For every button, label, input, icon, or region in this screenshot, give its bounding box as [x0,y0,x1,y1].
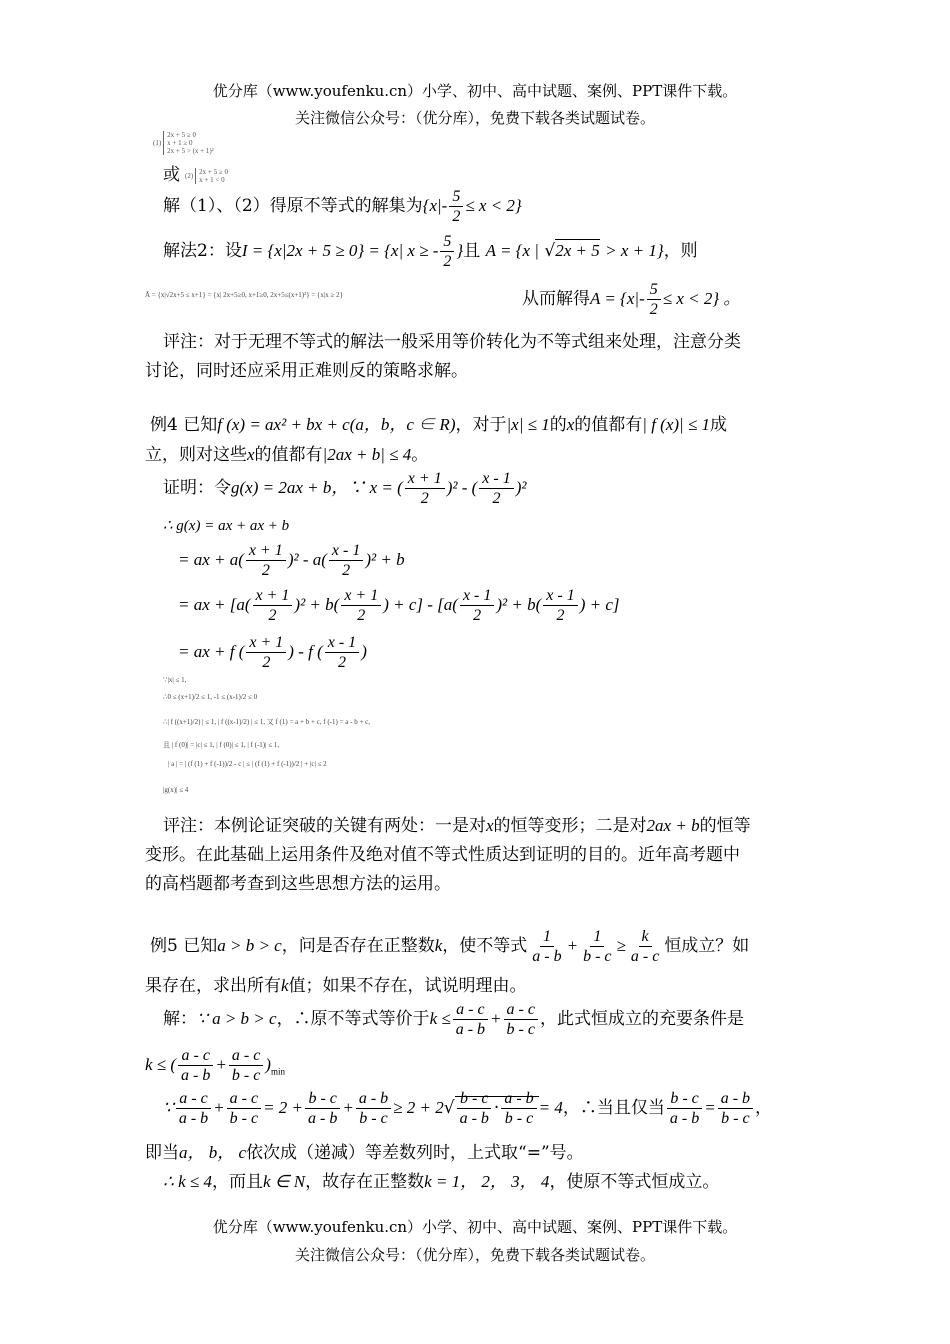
proof-small-1: ∵|x| ≤ 1, [163,676,187,684]
comment-1-line-1: 评注：对于无理不等式的解法一般采用等价转化为不等式组来处理，注意分类 [163,332,741,352]
system-2: 或 (2) 2x + 5 ≥ 0 x + 1 < 0 [163,165,228,185]
proof-line-1: ∴ g(x) = ax + ax + b [163,518,290,534]
example-5-min-line: k ≤ ( $\frac{a - c}{a - b}$ + $\frac{a - c}{b - c}$ )$_{min}$ [145,1047,285,1084]
example-5-am-gm-line: ∵ $\frac{a - c}{a - b}$ + $\frac{a - c}{b - c}$ = 2 + $\frac{b - c}{a - b}$ + $\frac{a - b}{b - c}$ ≥ 2 + 2√ $\frac{b - c}{a - b}$ · $\frac{a - b}{b - c}$ = 4，∴当且仅当 $\frac{b - c}{a - b}$ = $\frac{a - b}{b - c}$ ， [163,1090,773,1127]
comment-2-line-1: 评注：本例论证突破的关键有两处：一是对x的恒等变形；二是对2ax + b的恒等 [163,816,751,836]
example-5-solution-1: 解：∵ a > b > c，∴原不等式等价于k ≤ $\frac{a - c}{a - b}$ + $\frac{a - c}{b - c}$ ，此式恒成立的充要条件是 [163,1001,744,1038]
method-2-result: 从而解得A = {x|- $\frac{5}{2}$ ≤ x < 2} 。 [522,281,741,318]
example-5-when-line: 即当a， b， c依次成（递减）等差数列时，上式取“=”号。 [145,1143,584,1163]
example-5-statement-2: 果存在，求出所有k值；如果不存在，试说明理由。 [145,976,527,996]
system-1: (1)2x + 5 ≥ 0 x + 1 ≥ 0 2x + 5 > (x + 1)² [153,131,214,155]
complement-set-small: Ā = {x|√2x+5 ≤ x+1} = {x| 2x+5≥0, x+1≥0, 2x+5≤(x+1)²} = {x|x ≥ 2} [145,291,344,299]
proof-start: 证明：令g(x) = 2ax + b，∵ x = ( $\frac{x + 1}{2}$ )² - ( $\frac{x - 1}{2}$ )² [163,470,527,507]
example-4-statement: 例4 已知f (x) = ax² + bx + c(a，b，c ∈ R)，对于|x| ≤ 1的x的值都有| f (x)| ≤ 1成 [150,415,728,435]
proof-small-5: | a | = | (f (1) + f (-1))/2 - c | ≤ | (f (1) + f (-1))/2 | + |c| ≤ 2 [168,760,327,768]
example-5-conclusion: ∴ k ≤ 4，而且k ∈ N，故存在正整数k = 1， 2， 3， 4，使原不等式恒成立。 [163,1172,720,1192]
proof-line-2: = ax + a( $\frac{x + 1}{2}$ )² - a( $\frac{x - 1}{2}$ )² + b [178,542,405,579]
header-line-1: 优分库（www.youfenku.cn）小学、初中、高中试题、案例、PPT课件下载。 [212,82,738,100]
proof-small-3: ∴| f ((x+1)/2) | ≤ 1, | f ((x-1)/2) | ≤ 1, 又 f (1) = a + b + c, f (-1) = a - b + c, [163,718,371,726]
proof-small-2: ∴0 ≤ (x+1)/2 ≤ 1, -1 ≤ (x-1)/2 ≤ 0 [163,693,258,701]
example-4-statement-2: 立，则对这些x的值都有|2ax + b| ≤ 4。 [145,445,429,465]
comment-2-line-3: 的高档题都考查到这些思想方法的运用。 [145,874,451,894]
proof-small-6: |g(x)| ≤ 4 [163,786,189,794]
footer-line-2: 关注微信公众号：（优分库），免费下载各类试题试卷。 [294,1246,655,1264]
proof-line-3: = ax + [a( $\frac{x + 1}{2}$ )² + b( $\frac{x + 1}{2}$ ) + c] - [a( $\frac{x - 1}{2}$ )² + b( $\frac{x - 1}{2}$ ) + c] [178,587,620,624]
header-line-2: 关注微信公众号：（优分库），免费下载各类试题试卷。 [294,109,655,127]
footer-line-1: 优分库（www.youfenku.cn）小学、初中、高中试题、案例、PPT课件下载。 [212,1218,738,1236]
solution-set-line: 解（1）、（2）得原不等式的解集为{x|- $\frac{5}{2}$ ≤ x < 2} [163,188,522,225]
example-5-statement: 例5 已知a > b > c，问是否存在正整数k，使不等式 $\frac{1}{a - b}$ + $\frac{1}{b - c}$ ≥ $\frac{k}{a - c}$ 恒成立？如 [150,928,750,965]
comment-1-line-2: 讨论，同时还应采用正难则反的策略求解。 [145,361,468,381]
method-2-line: 解法2：设I = {x|2x + 5 ≥ 0} = {x| x ≥ - $\frac{5}{2}$ }且 A = {x | √2x + 5 > x + 1}，则 [163,233,698,270]
comment-2-line-2: 变形。在此基础上运用条件及绝对值不等式性质达到证明的目的。近年高考题中 [145,845,740,865]
proof-line-4: = ax + f ( $\frac{x + 1}{2}$ ) - f ( $\frac{x - 1}{2}$ ) [178,634,367,671]
proof-small-4: 且 | f (0)| = |c| ≤ 1, | f (0)| ≤ 1, | f (-1)| ≤ 1, [163,741,280,749]
